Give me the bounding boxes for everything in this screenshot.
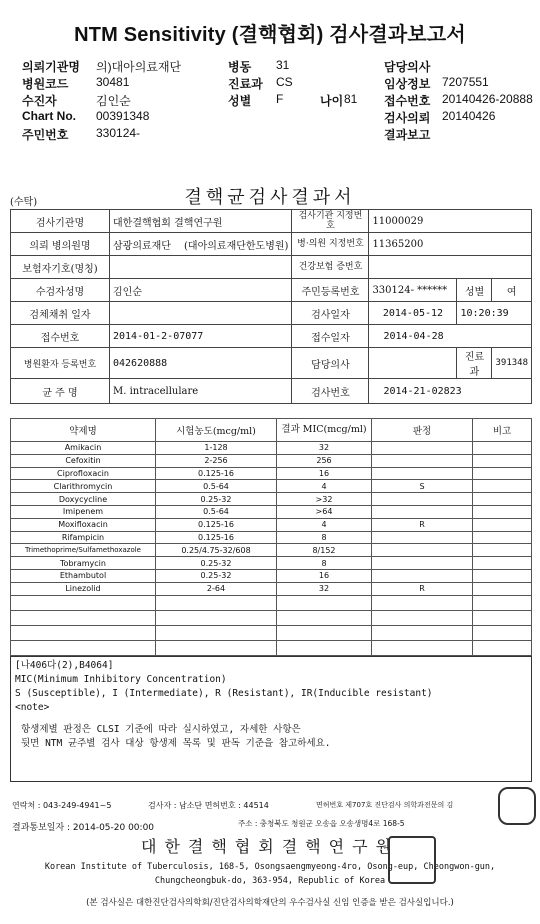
- empty-cell: [473, 625, 532, 640]
- footer-report-date: 결과통보일자 : 2014-05-20 00:00: [12, 823, 155, 833]
- empty-cell: [11, 625, 156, 640]
- drug-mic: 8/152: [277, 544, 372, 557]
- drug-note: [473, 518, 532, 531]
- drug-row-empty: [11, 610, 532, 625]
- drug-interp: [372, 505, 473, 518]
- drug-mic: 16: [277, 467, 372, 480]
- drug-row: [11, 442, 532, 455]
- drug-conc: 1-128: [156, 442, 277, 455]
- header-value: 330124-: [96, 126, 141, 140]
- header-label: 수진자: [22, 94, 57, 108]
- footer-disclaimer: (본 검사실은 대한진단검사의학회/진단검사의학재단의 우수검사실 신임 인증을 받은 검사실입니다.): [86, 898, 454, 908]
- footer-address: 주소 : 충청북도 청원군 오송읍 오송생명4로 168-5: [238, 819, 405, 828]
- drug-name: Cefoxitin: [11, 454, 156, 467]
- empty-cell: [473, 610, 532, 625]
- drug-name: Rifampicin: [11, 531, 156, 544]
- header-label: 성별: [228, 94, 252, 108]
- header-label: 병원코드: [22, 77, 69, 91]
- header-label: 임상정보: [384, 77, 431, 91]
- drug-conc: 0.125-16: [156, 518, 277, 531]
- drug-mic: 16: [277, 569, 372, 582]
- reg-value: 042620888: [110, 348, 292, 379]
- sex-label: 성별: [457, 279, 492, 302]
- note-line1: MIC(Minimum Inhibitory Concentration): [15, 674, 227, 685]
- form-title: 결핵균검사결과서: [184, 187, 356, 208]
- drug-row: [11, 544, 532, 557]
- drug-note: [473, 582, 532, 595]
- test-no-label: 검사번호: [292, 379, 369, 404]
- drug-name: Amikacin: [11, 442, 156, 455]
- empty-cell: [372, 625, 473, 640]
- empty-cell: [277, 595, 372, 610]
- clinic-no-label: 병·의원 지정번호: [292, 233, 369, 256]
- drug-name: Linezolid: [11, 582, 156, 595]
- resident-label: 주민등록번호: [292, 279, 369, 302]
- receipt-date-value: 2014-04-28: [369, 325, 532, 348]
- empty-cell: [11, 640, 156, 655]
- clinic-no-value: 11365200: [369, 233, 532, 256]
- header-value: F: [276, 92, 284, 106]
- drug-name: Imipenem: [11, 505, 156, 518]
- header-value: 7207551: [442, 75, 489, 89]
- footer-en2: Chungcheongbuk-do, 363-954, Republic of Korea: [154, 876, 386, 886]
- drug-conc: 0.25-32: [156, 493, 277, 506]
- header-value: 31: [276, 58, 290, 72]
- empty-cell: [372, 640, 473, 655]
- empty-cell: [277, 640, 372, 655]
- drug-mic: 32: [277, 442, 372, 455]
- info-table: [10, 209, 532, 404]
- footer-license: 면허번호 제707호 진단검사 의학과전문의 김: [316, 801, 454, 809]
- empty-cell: [156, 610, 277, 625]
- drug-note: [473, 544, 532, 557]
- col-interp: 판정: [372, 419, 473, 442]
- doctor-value: [369, 348, 457, 379]
- header-value: 20140426: [442, 109, 496, 123]
- drug-name: Moxifloxacin: [11, 518, 156, 531]
- drug-mic: >32: [277, 493, 372, 506]
- header-label: 진료과: [228, 77, 263, 91]
- designation-value: 11000029: [369, 210, 532, 233]
- empty-cell: [156, 595, 277, 610]
- header-row: [22, 126, 540, 143]
- drug-note: [473, 557, 532, 570]
- header-label: 나이: [320, 94, 344, 108]
- org-value: 대한결핵협회 결핵연구원: [110, 210, 292, 233]
- hospital-extra: (대아의료재단한도병원): [184, 240, 289, 252]
- insurance-label: 보험자기호(명칭): [11, 256, 110, 279]
- header-value: CS: [276, 75, 293, 89]
- note-line2: S (Susceptible), I (Intermediate), R (Resistant), IR(Inducible resistant): [15, 688, 433, 699]
- drug-row: [11, 557, 532, 570]
- empty-cell: [156, 625, 277, 640]
- header-label: 접수번호: [384, 94, 431, 108]
- drug-row: [11, 454, 532, 467]
- drug-interp: [372, 544, 473, 557]
- drug-note: [473, 505, 532, 518]
- drug-interp: [372, 531, 473, 544]
- drug-row-empty: [11, 640, 532, 655]
- drug-interp: [372, 442, 473, 455]
- drug-interp: R: [372, 582, 473, 595]
- drug-row: [11, 518, 532, 531]
- insurance-value: [110, 256, 292, 279]
- drug-conc: 0.125-16: [156, 467, 277, 480]
- empty-cell: [372, 595, 473, 610]
- header-value: 00391348: [96, 109, 150, 123]
- col-mic: 결과 MIC(mcg/ml): [277, 419, 372, 442]
- organism-label: 균 주 명: [11, 379, 110, 404]
- test-date-label: 검사일자: [292, 302, 369, 325]
- insurance-no-value: [369, 256, 532, 279]
- header-label: 의뢰기관명: [22, 60, 80, 74]
- drug-row-empty: [11, 595, 532, 610]
- header-value: 30481: [96, 75, 130, 89]
- drug-note: [473, 493, 532, 506]
- receipt-value: 2014-01-2-07077: [110, 325, 292, 348]
- report-title: NTM Sensitivity (결핵협회) 검사결과보고서: [74, 24, 466, 46]
- drug-conc: 0.5-64: [156, 480, 277, 493]
- hospital-label: 의뢰 병의원명: [11, 233, 110, 256]
- insurance-no-label: 건강보험 증번호: [292, 256, 369, 279]
- note-line3: <note>: [15, 702, 50, 713]
- designation-label: 검사기관 지정번호: [292, 210, 369, 233]
- drug-conc: 0.125-16: [156, 531, 277, 544]
- drug-conc: 0.5-64: [156, 505, 277, 518]
- header-value: 20140426-20888: [442, 92, 533, 106]
- drug-note: [473, 442, 532, 455]
- empty-cell: [277, 625, 372, 640]
- header-row: [22, 58, 540, 75]
- drug-note: [473, 454, 532, 467]
- header-label: 담당의사: [384, 60, 431, 74]
- empty-cell: [11, 610, 156, 625]
- drug-interp: [372, 467, 473, 480]
- drug-mic: 8: [277, 531, 372, 544]
- drug-row: [11, 480, 532, 493]
- drug-row: [11, 569, 532, 582]
- drug-conc: 2-256: [156, 454, 277, 467]
- drug-row: [11, 493, 532, 506]
- drug-interp: [372, 569, 473, 582]
- footer-contact: 연락처 : 043-249-4941~5: [12, 801, 112, 810]
- institute-seal: [388, 836, 436, 884]
- drug-mic: 4: [277, 480, 372, 493]
- seal-stamp: [498, 787, 536, 825]
- drug-name: Ethambutol: [11, 569, 156, 582]
- header-label: 병동: [228, 60, 252, 74]
- header-label: Chart No.: [22, 109, 76, 123]
- drug-conc: 2-64: [156, 582, 277, 595]
- reg-label: 병원환자 등록번호: [11, 348, 110, 379]
- patient-label: 수검자성명: [11, 279, 110, 302]
- test-no-value: 2014-21-02823: [369, 379, 532, 404]
- test-date-value: 2014-05-12: [369, 302, 457, 325]
- drug-conc: 0.25/4.75-32/608: [156, 544, 277, 557]
- col-conc: 시험농도(mcg/ml): [156, 419, 277, 442]
- drug-row: [11, 467, 532, 480]
- drug-note: [473, 531, 532, 544]
- org-label: 검사기관명: [11, 210, 110, 233]
- drug-conc: 0.25-32: [156, 569, 277, 582]
- drug-row: [11, 505, 532, 518]
- drug-mic: 4: [277, 518, 372, 531]
- empty-cell: [473, 595, 532, 610]
- header-row: [22, 92, 540, 109]
- drug-mic: 8: [277, 557, 372, 570]
- header-label: 결과보고: [384, 128, 431, 142]
- drug-interp: R: [372, 518, 473, 531]
- empty-cell: [156, 640, 277, 655]
- hospital-value: 삼광의료재단: [113, 240, 171, 252]
- drug-name: Doxycycline: [11, 493, 156, 506]
- header-label: 검사의뢰: [384, 111, 431, 125]
- header-row: [22, 109, 540, 126]
- receipt-label: 접수번호: [11, 325, 110, 348]
- empty-cell: [473, 640, 532, 655]
- drug-name: Ciprofloxacin: [11, 467, 156, 480]
- header-label: 주민번호: [22, 128, 69, 142]
- note-line5: 뒷면 NTM 균주별 검사 대상 항생제 목록 및 판독 기준을 참고하세요.: [21, 738, 331, 749]
- drug-interp: [372, 454, 473, 467]
- dept-value: 391348: [492, 348, 532, 379]
- receipt-date-label: 접수일자: [292, 325, 369, 348]
- collect-label: 검체채취 일자: [11, 302, 110, 325]
- drug-name: Trimethoprime/Sulfamethoxazole: [11, 544, 156, 557]
- drug-row: [11, 531, 532, 544]
- empty-cell: [11, 595, 156, 610]
- resident-value: 330124- ******: [369, 279, 457, 302]
- header-value: 81: [344, 92, 358, 106]
- test-time-value: 10:20:39: [457, 302, 532, 325]
- empty-cell: [277, 610, 372, 625]
- drug-mic: 256: [277, 454, 372, 467]
- drug-conc: 0.25-32: [156, 557, 277, 570]
- drug-interp: [372, 493, 473, 506]
- header-value: 김인순: [96, 94, 131, 108]
- drug-note: [473, 467, 532, 480]
- footer-inspector: 검사자 : 남소단 면허번호 : 44514: [148, 801, 269, 810]
- drug-interp: [372, 557, 473, 570]
- drug-mic: >64: [277, 505, 372, 518]
- drug-row-empty: [11, 625, 532, 640]
- sex-value: 여: [492, 279, 532, 302]
- organism-value: M. intracellulare: [110, 379, 292, 404]
- drug-note: [473, 480, 532, 493]
- dept-label: 진료과: [457, 348, 492, 379]
- drug-mic: 32: [277, 582, 372, 595]
- drug-table: [10, 418, 532, 656]
- notes-box: [10, 656, 532, 782]
- note-code: [나406다(2),B4064]: [15, 660, 114, 671]
- drug-note: [473, 569, 532, 582]
- col-drug: 약제명: [11, 419, 156, 442]
- header-value: 의)대아의료재단: [96, 60, 182, 74]
- header-info: [22, 58, 540, 143]
- header-row: [22, 75, 540, 92]
- note-line4: 항생제별 판정은 CLSI 기준에 따라 실시하였고, 자세한 사항은: [21, 724, 301, 735]
- empty-cell: [372, 610, 473, 625]
- drug-name: Tobramycin: [11, 557, 156, 570]
- col-note: 비고: [473, 419, 532, 442]
- footer-institute: 대한결핵협회결핵연구원: [140, 837, 400, 856]
- drug-row: [11, 582, 532, 595]
- drug-interp: S: [372, 480, 473, 493]
- doctor-label: 담당의사: [292, 348, 369, 379]
- form-tag: (수탁): [10, 197, 38, 208]
- collect-value: [110, 302, 292, 325]
- patient-value: 김인순: [110, 279, 292, 302]
- drug-name: Clarithromycin: [11, 480, 156, 493]
- footer-en1: Korean Institute of Tuberculosis, 168-5, Osongsaengmyeong-4ro, Osong-eup, Cheongwon-gun,: [44, 862, 496, 872]
